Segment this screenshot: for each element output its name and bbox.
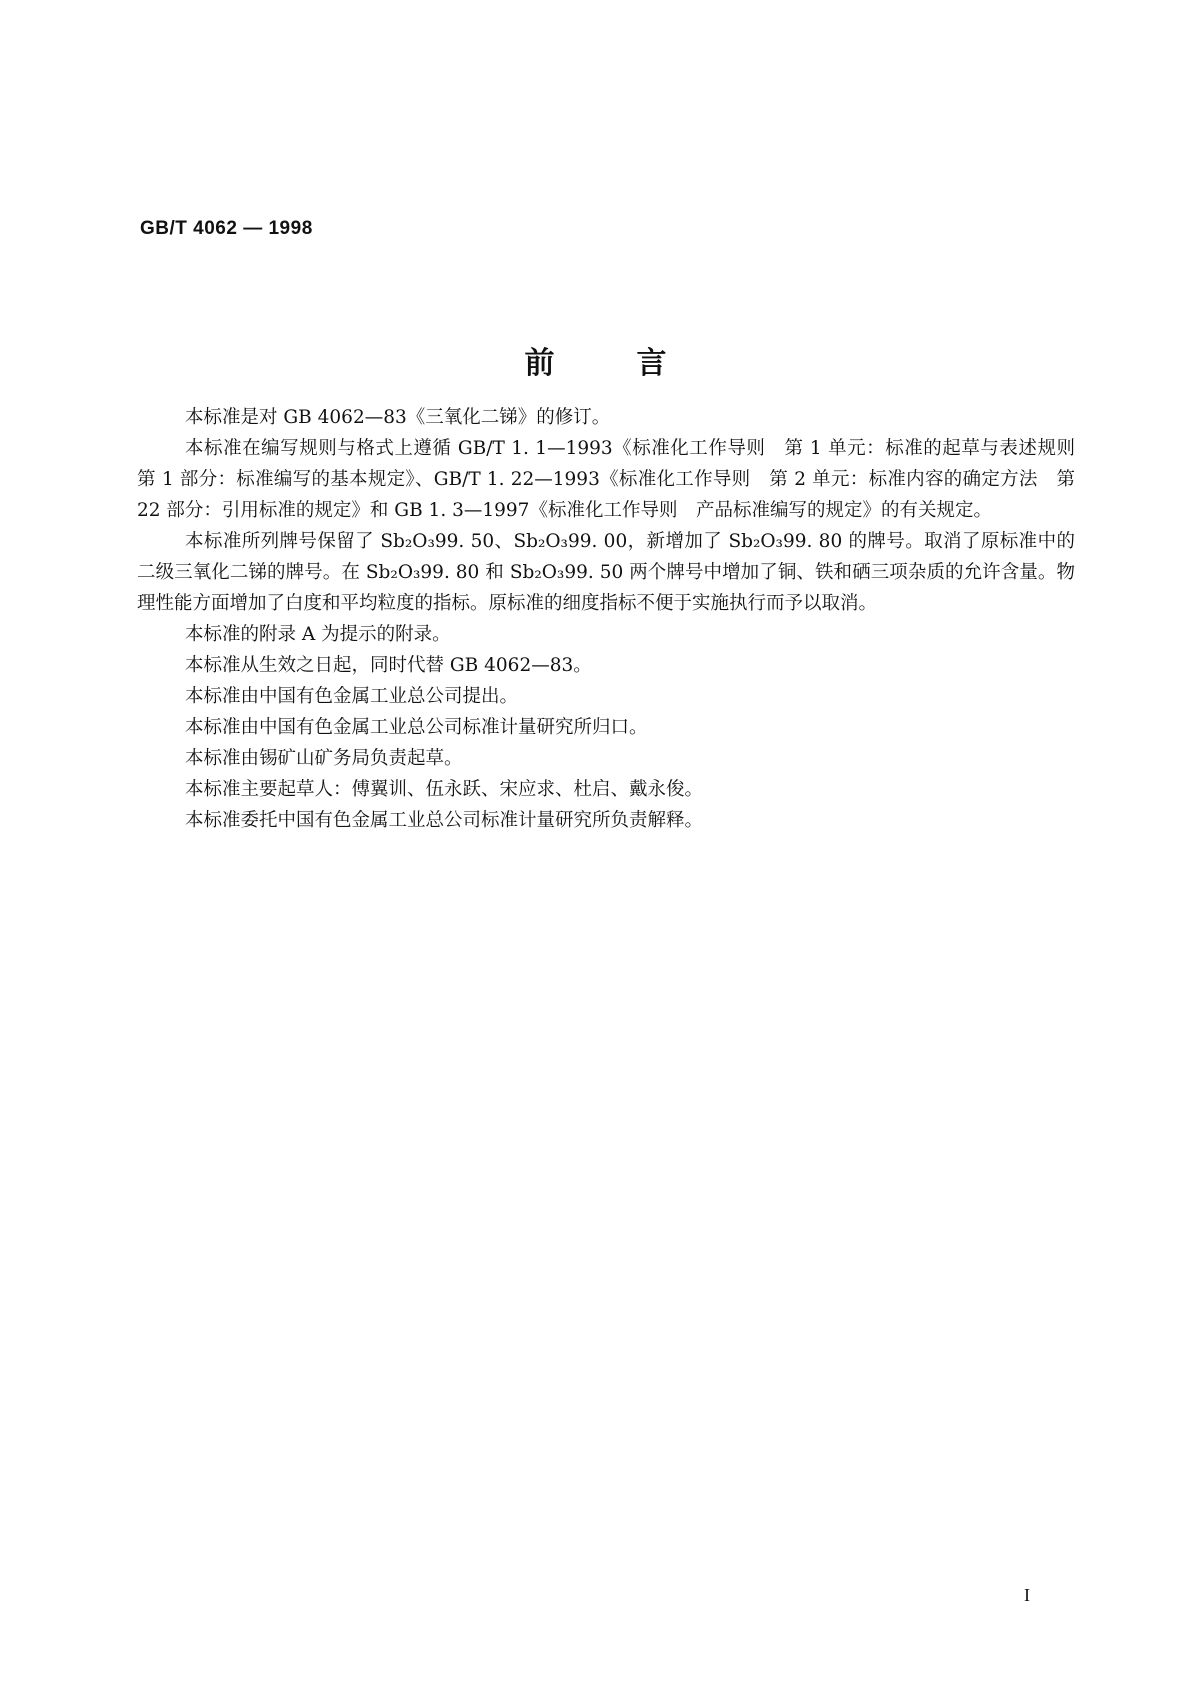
paragraph: 本标准是对 GB 4062—83《三氧化二锑》的修订。	[185, 407, 611, 428]
foreword-body	[137, 402, 1094, 836]
standard-code: GB/T 4062 — 1998	[140, 218, 313, 239]
paragraph: 本标准所列牌号保留了 Sb₂O₃99. 50、Sb₂O₃99. 00，新增加了 Sb₂O₃99. 80 的牌号。取消了原标准中的二级三氧化二锑的牌号。在 Sb₂O₃99. 80 和 Sb₂O₃99. 50 两个牌号中增加了铜、铁和硒三项杂质的允许含量。物理性能方面增加了白度和平均粒度的指标。原标准的细度指标不便于实施执行而予以取消。	[137, 531, 1075, 614]
page-number: I	[1024, 1585, 1030, 1605]
paragraph: 本标准的附录 A 为提示的附录。	[185, 624, 451, 645]
paragraph: 本标准由中国有色金属工业总公司提出。	[185, 686, 519, 707]
paragraph: 本标准在编写规则与格式上遵循 GB/T 1. 1—1993《标准化工作导则 第 1 单元：标准的起草与表述规则 第 1 部分：标准编写的基本规定》、GB/T 1. 22—1993《标准化工作导则 第 2 单元：标准内容的确定方法 第 22 部分：引用标准的规定》和 GB 1. 3—1997《标准化工作导则 产品标准编写的规定》的有关规定。	[137, 438, 1094, 521]
paragraph: 本标准由锡矿山矿务局负责起草。	[185, 748, 463, 769]
paragraph: 本标准由中国有色金属工业总公司标准计量研究所归口。	[185, 717, 648, 738]
paragraph: 本标准主要起草人：傅翼训、伍永跃、宋应求、杜启、戴永俊。	[185, 779, 704, 800]
page-title: 前言	[524, 346, 749, 381]
paragraph: 本标准委托中国有色金属工业总公司标准计量研究所负责解释。	[185, 810, 704, 831]
paragraph: 本标准从生效之日起，同时代替 GB 4062—83。	[185, 655, 592, 676]
